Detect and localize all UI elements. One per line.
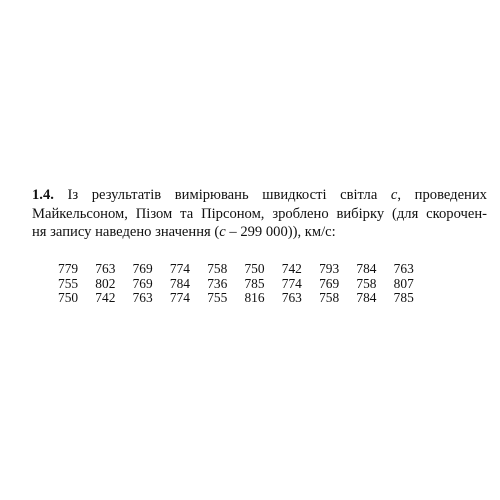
- value-cell: 785: [244, 275, 265, 291]
- value-cell: 758: [356, 275, 377, 291]
- value-cell: 769: [319, 275, 340, 291]
- value-cell: 755: [58, 275, 79, 291]
- problem-number: 1.4.: [32, 187, 54, 203]
- problem-line-1: [32, 186, 487, 205]
- value-cell: 785: [393, 290, 414, 305]
- value-cell: 807: [393, 275, 414, 291]
- value-cell: 736: [207, 275, 228, 291]
- problem-text-3a: ня запису наведено значення (: [32, 224, 220, 240]
- table-row: [58, 262, 431, 277]
- value-cell: 763: [132, 290, 153, 305]
- value-cell: 784: [356, 261, 377, 276]
- problem-text-3b: – 299 000)), км/с:: [225, 224, 336, 240]
- value-cell: 793: [319, 261, 340, 276]
- value-cell: 779: [58, 261, 79, 276]
- value-cell: 742: [281, 261, 302, 276]
- value-cell: 802: [95, 275, 116, 291]
- problem-text-1b: , проведених: [397, 187, 487, 203]
- problem-text-1a: Із результатів вимірювань швидкості світла: [53, 187, 391, 203]
- problem-text-2: Майкельсоном, Пізом та Пірсоном, зроблено вибірку (для скорочен-: [32, 205, 487, 222]
- value-cell: 750: [244, 261, 265, 276]
- value-cell: 784: [356, 290, 377, 305]
- value-cell: 774: [281, 275, 302, 291]
- value-cell: 750: [58, 290, 79, 305]
- problem-statement: [32, 186, 487, 242]
- value-cell: 763: [95, 261, 116, 276]
- problem-line-3: [32, 223, 487, 242]
- value-cell: 774: [169, 290, 190, 305]
- speed-symbol: c: [390, 187, 398, 203]
- problem-line-2: [32, 205, 487, 224]
- value-cell: 774: [169, 261, 190, 276]
- value-cell: 769: [132, 261, 153, 276]
- value-cell: 769: [132, 275, 153, 291]
- value-cell: 763: [393, 261, 414, 276]
- value-cell: 784: [169, 275, 190, 291]
- value-cell: 755: [207, 290, 228, 305]
- value-cell: 758: [207, 261, 228, 276]
- table-row: [58, 277, 431, 292]
- value-cell: 742: [95, 290, 116, 305]
- speed-symbol-2: c: [219, 224, 226, 240]
- value-cell: 763: [281, 290, 302, 305]
- value-cell: 816: [244, 290, 265, 305]
- measurement-values-table: [58, 262, 431, 306]
- value-cell: 758: [319, 290, 340, 305]
- table-row: [58, 291, 431, 306]
